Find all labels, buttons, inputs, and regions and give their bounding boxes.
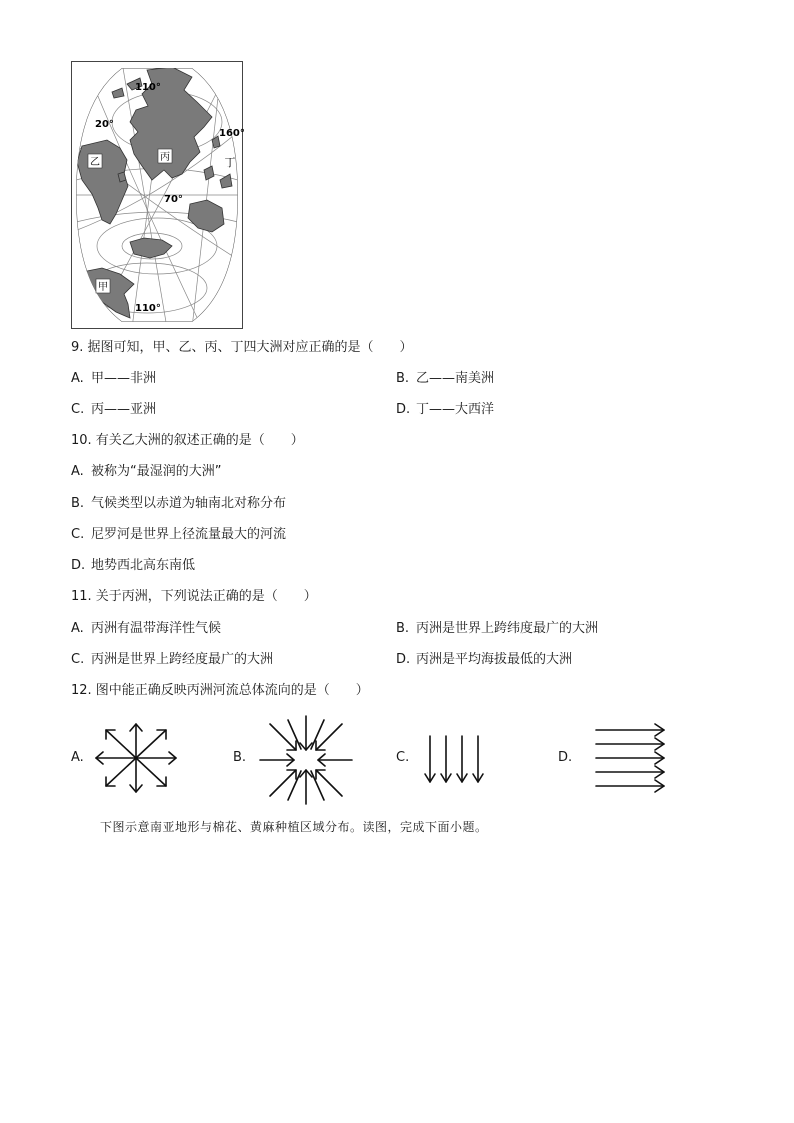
q9-option-a-text: 甲——非洲 — [91, 371, 157, 386]
question-9-stem: 9. 据图可知，甲、乙、丙、丁四大洲对应正确的是（ ） — [71, 340, 413, 355]
q11-option-a-text: 丙洲有温带海洋性气候 — [91, 621, 222, 636]
q11-option-d-letter: D. — [396, 652, 411, 667]
q12-option-d-rightward-arrows-icon[interactable] — [594, 722, 668, 792]
q12-option-c-letter[interactable]: C. — [396, 750, 410, 765]
q10-option-d-letter: D. — [71, 558, 86, 573]
q9-option-c-text: 丙——亚洲 — [91, 402, 157, 417]
label-jia: 甲 — [98, 282, 108, 293]
q11-option-b-letter: B. — [396, 621, 410, 636]
q10-option-c-letter: C. — [71, 527, 85, 542]
q9-option-b-text: 乙——南美洲 — [416, 371, 495, 386]
q11-option-a[interactable] — [71, 621, 221, 637]
label-lon-160: 160° — [219, 128, 245, 139]
q12-option-b-converging-arrows-icon[interactable] — [258, 714, 354, 806]
q12-option-a-letter[interactable]: A. — [71, 750, 84, 765]
next-section-intro: 下图示意南亚地形与棉花、黄麻种植区域分布。读图，完成下面小题。 — [100, 820, 488, 834]
label-bing: 丙 — [160, 152, 170, 163]
label-lon-110-bottom: 110° — [135, 303, 161, 314]
q11-option-c-text: 丙洲是世界上跨经度最广的大洲 — [91, 652, 274, 667]
q9-option-d-letter: D. — [396, 402, 411, 417]
q9-option-c[interactable] — [71, 402, 156, 418]
q9-option-a[interactable] — [71, 371, 156, 387]
q9-option-c-letter: C. — [71, 402, 85, 417]
question-10-stem: 10. 有关乙大洲的叙述正确的是（ ） — [71, 433, 304, 448]
world-map-figure — [71, 61, 243, 329]
world-map — [72, 62, 245, 328]
q10-option-b[interactable] — [71, 496, 286, 512]
q10-option-c-text: 尼罗河是世界上径流量最大的河流 — [91, 527, 287, 542]
q10-option-a[interactable] — [71, 464, 221, 480]
q11-option-c[interactable] — [71, 652, 273, 668]
q9-option-b-letter: B. — [396, 371, 410, 386]
label-ding: 丁 — [224, 156, 236, 169]
q10-option-a-letter: A. — [71, 464, 84, 479]
q10-option-c[interactable] — [71, 527, 286, 543]
q11-option-b[interactable] — [396, 621, 598, 637]
q9-option-d-text: 丁——大西洋 — [416, 402, 495, 417]
q10-option-d-text: 地势西北高东南低 — [91, 558, 196, 573]
q10-option-b-letter: B. — [71, 496, 85, 511]
q11-option-d[interactable] — [396, 652, 572, 668]
label-lon-20: 20° — [95, 119, 114, 130]
question-12-stem: 12. 图中能正确反映丙洲河流总体流向的是（ ） — [71, 683, 369, 698]
q12-option-d-letter[interactable]: D. — [558, 750, 573, 765]
label-yi: 乙 — [90, 157, 100, 168]
question-11-stem: 11. 关于丙洲，下列说法正确的是（ ） — [71, 589, 317, 604]
q11-option-a-letter: A. — [71, 621, 84, 636]
q11-option-d-text: 丙洲是平均海拔最低的大洲 — [416, 652, 573, 667]
q10-option-a-text: 被称为“最湿润的大洲” — [91, 464, 222, 479]
q12-option-b-letter[interactable]: B. — [233, 750, 247, 765]
q11-option-c-letter: C. — [71, 652, 85, 667]
q9-option-b[interactable] — [396, 371, 494, 387]
q9-option-d[interactable] — [396, 402, 494, 418]
label-lon-110-top: 110° — [135, 82, 161, 93]
q12-option-a-diverging-arrows-icon[interactable] — [92, 720, 180, 796]
q12-option-c-downward-arrows-icon[interactable] — [424, 734, 486, 786]
q9-option-a-letter: A. — [71, 371, 84, 386]
q11-option-b-text: 丙洲是世界上跨纬度最广的大洲 — [416, 621, 599, 636]
q10-option-b-text: 气候类型以赤道为轴南北对称分布 — [91, 496, 287, 511]
label-lon-70: 70° — [164, 194, 183, 205]
q10-option-d[interactable] — [71, 558, 195, 574]
